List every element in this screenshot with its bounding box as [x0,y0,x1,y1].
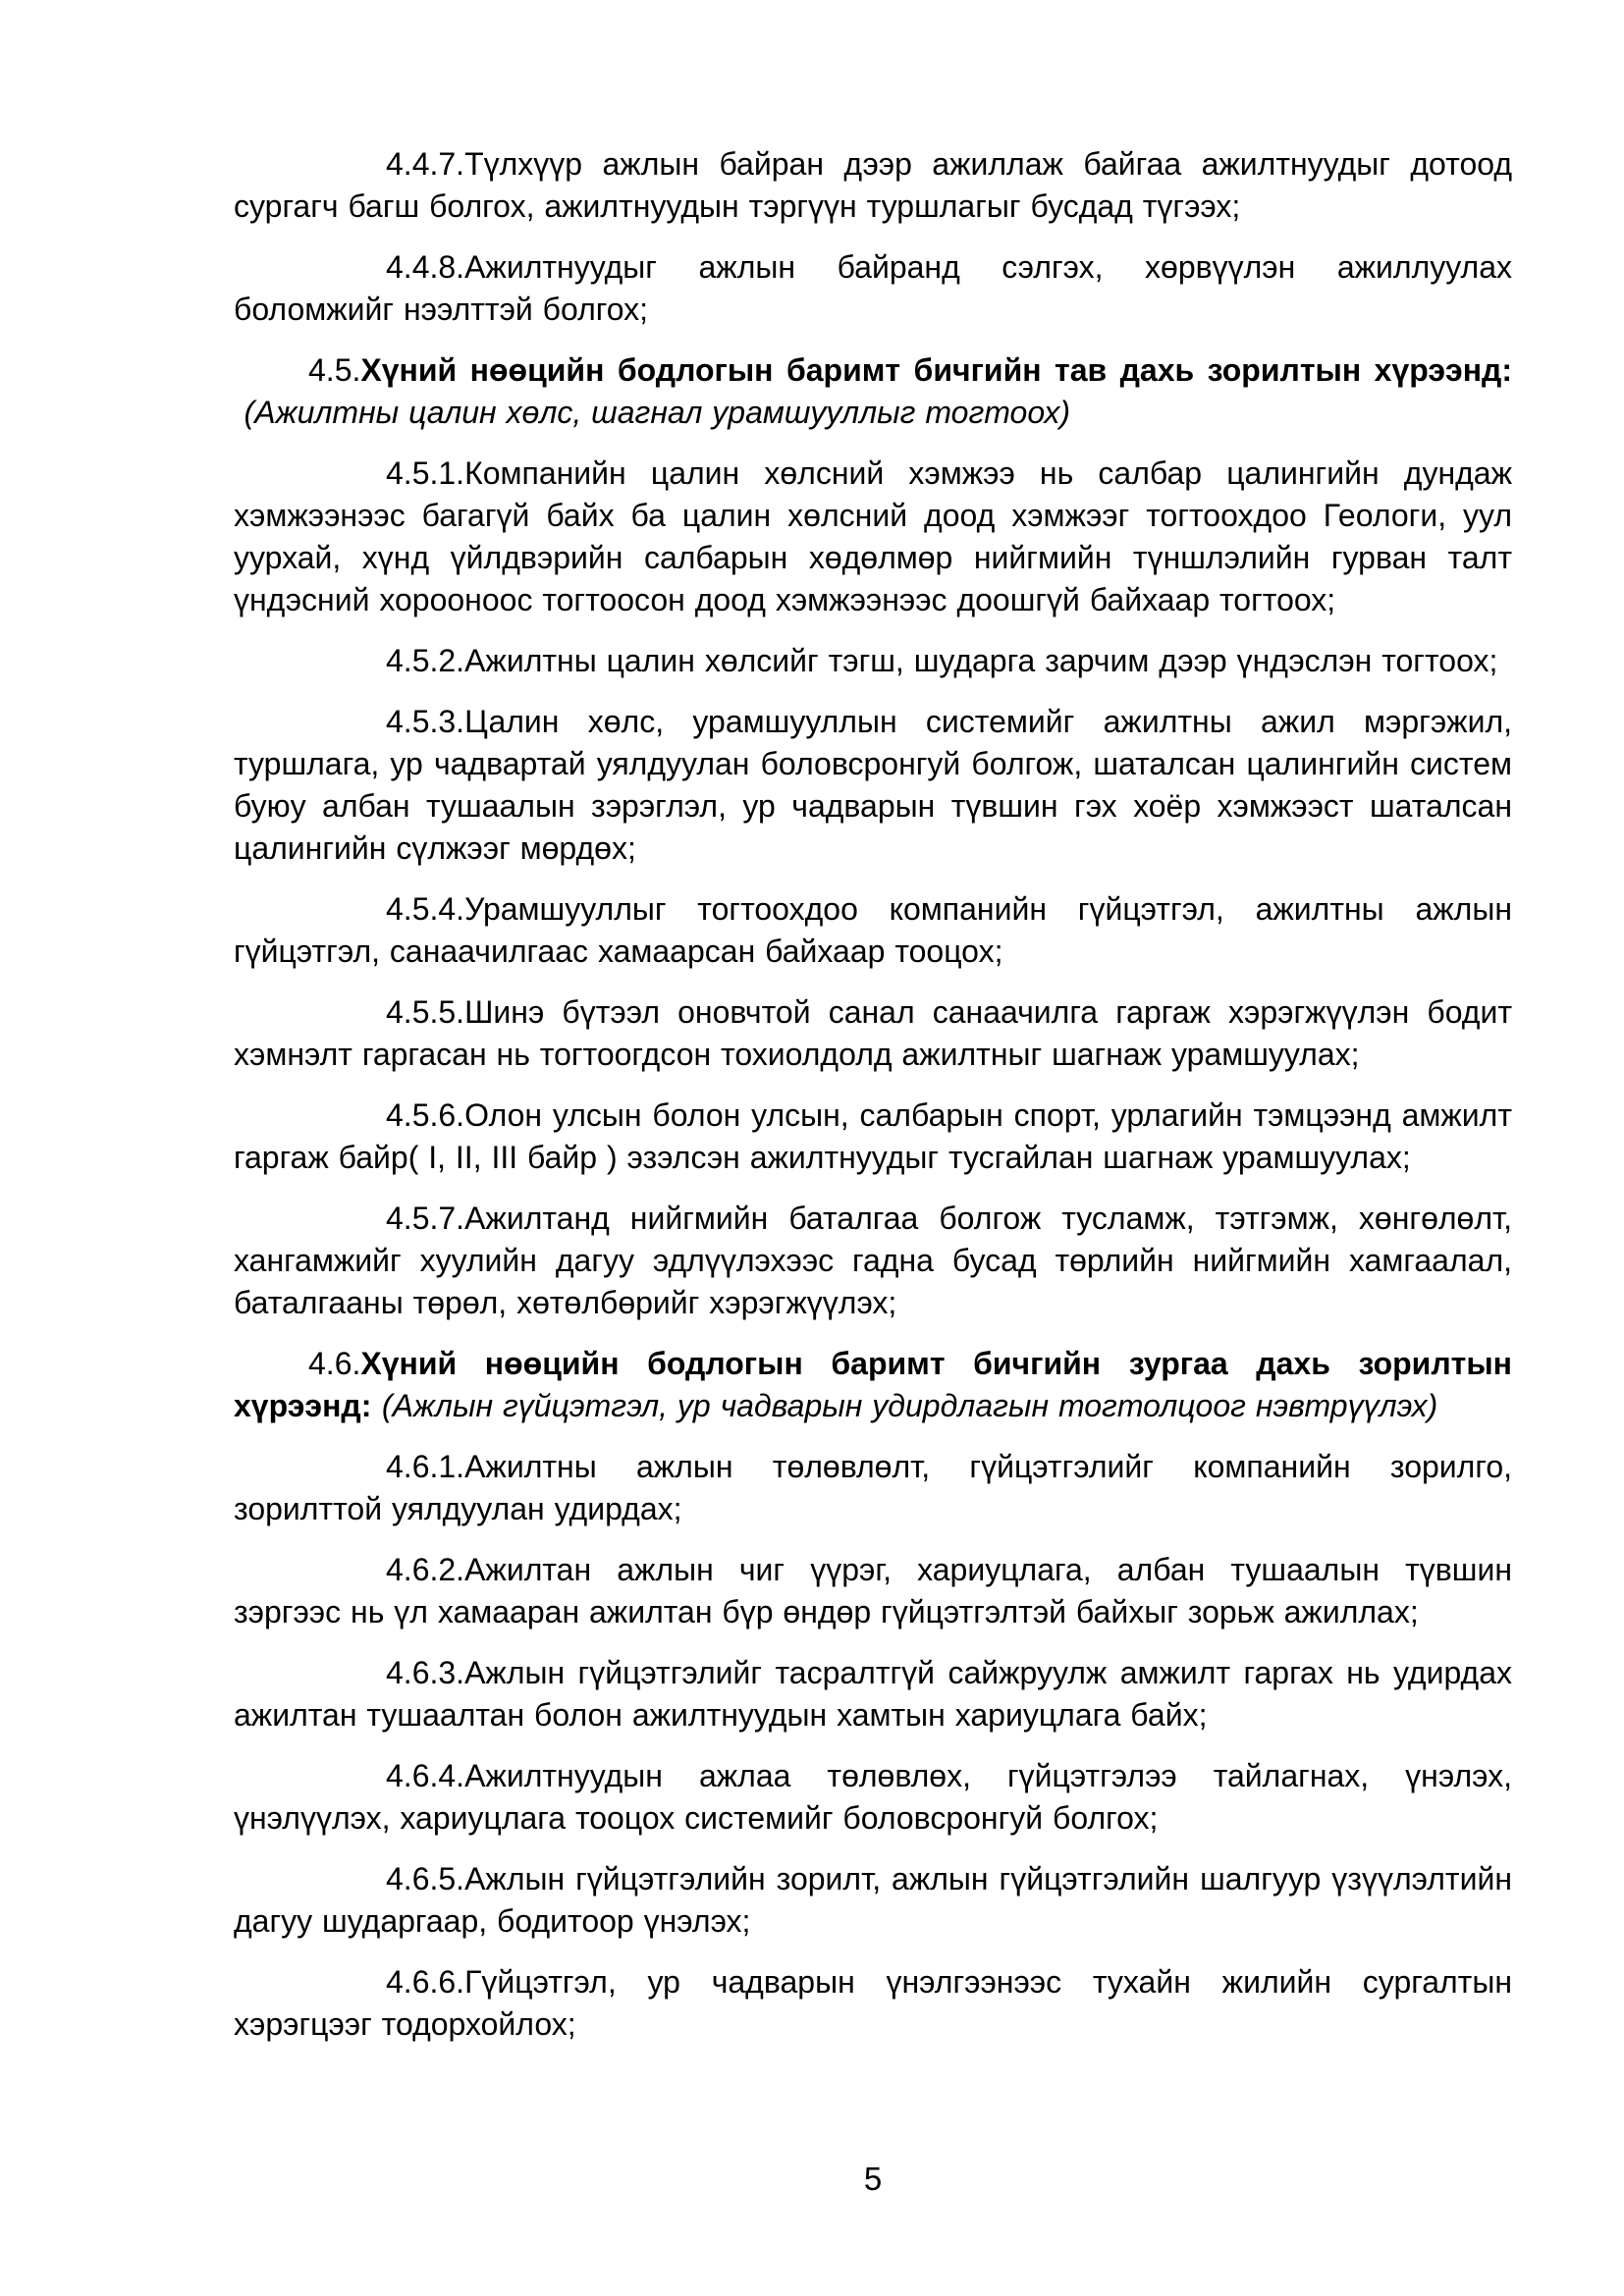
clause-text: Ажилтанд нийгмийн баталгаа болгож тусламж, тэтгэмж, хөнгөлөлт, хангамжийг хуулийн дагуу эдлүүлэхээс гадна бусад төрлийн нийгмийн хамгаалал, баталгааны төрөл, хөтөлбөрийг хэрэгжүүлэх; [234,1201,1512,1320]
clause-number: 4.5.6. [386,1097,465,1133]
clause-4-6-1 [234,1446,1512,1530]
clause-4-6-6 [234,1961,1512,2046]
clause-text: Цалин хөлс, урамшууллын системийг ажилтны ажил мэргэжил, туршлага, ур чадвартай уялдуулан боловсронгуй болгож, шаталсан цалингийн систем буюу албан тушаалын зэрэглэл, ур чадварын түвшин гэх хоёр хэмжээст шаталсан цалингийн сүлжээг мөрдөх; [234,704,1512,866]
clause-number: 4.6.5. [386,1861,465,1896]
clause-4-4-8 [234,246,1512,331]
clause-4-5-4 [234,888,1512,973]
clause-number: 4.5.4. [386,891,465,927]
clause-4-4-7 [234,143,1512,228]
clause-4-6-4 [234,1755,1512,1840]
section-title: Хүний нөөцийн бодлогын баримт бичгийн тав дахь зорилтын хүрээнд: [360,352,1512,388]
clause-4-6-5 [234,1858,1512,1943]
section-heading-4-6 [234,1343,1512,1427]
clause-4-5-5 [234,991,1512,1076]
clause-text: Ажлын гүйцэтгэлийн зорилт, ажлын гүйцэтгэлийн шалгуур үзүүлэлтийн дагуу шударгаар, бодитоор үнэлэх; [234,1861,1512,1939]
clause-4-5-1 [234,453,1512,621]
page-number: 5 [863,2161,883,2197]
clause-text: Гүйцэтгэл, ур чадварын үнэлгээнээс тухайн жилийн сургалтын хэрэгцээг тодорхойлох; [234,1964,1512,2042]
clause-text: Ажилтнуудыг ажлын байранд сэлгэх, хөрвүүлэн ажиллуулах боломжийг нээлттэй болгох; [234,249,1512,327]
clause-4-5-3 [234,701,1512,870]
clause-number: 4.5.7. [386,1201,465,1236]
section-number: 4.5. [308,352,361,388]
clause-4-6-2 [234,1549,1512,1633]
clause-4-6-3 [234,1652,1512,1736]
clause-number: 4.5.2. [386,643,465,678]
section-subtitle: (Ажилтны цалин хөлс, шагнал урамшууллыг тогтоох) [244,395,1071,430]
document-body [234,143,1512,2064]
clause-text: Ажилтны цалин хөлсийг тэгш, шударга зарчим дээр үндэслэн тогтоох; [464,643,1498,678]
clause-4-5-6 [234,1095,1512,1179]
clause-text: Ажилтнуудын ажлаа төлөвлөх, гүйцэтгэлээ тайлагнах, үнэлэх, үнэлүүлэх, хариуцлага тооцох системийг боловсронгуй болгох; [234,1758,1512,1836]
clause-text: Ажилтны ажлын төлөвлөлт, гүйцэтгэлийг компанийн зорилго, зорилттой уялдуулан удирдах; [234,1449,1512,1526]
clause-number: 4.5.3. [386,704,465,739]
clause-number: 4.4.7. [386,146,465,182]
clause-text: Шинэ бүтээл оновчтой санал санаачилга гаргаж хэрэгжүүлэн бодит хэмнэлт гаргасан нь тогтоогдсон тохиолдолд ажилтныг шагнаж урамшуулах; [234,994,1512,1072]
section-heading-4-5 [234,349,1512,434]
clause-4-5-2 [234,640,1512,682]
clause-text: Компанийн цалин хөлсний хэмжээ нь салбар цалингийн дундаж хэмжээнээс багагүй байх ба цалин хөлсний доод хэмжээг тогтоохдоо Геологи, уул уурхай, хүнд үйлдвэрийн салбарын хөдөлмөр нийгмийн түншлэлийн гурван талт үндэсний хорооноос тогтоосон доод хэмжээнээс доошгүй байхаар тогтоох; [234,455,1512,617]
clause-number: 4.5.5. [386,994,465,1030]
clause-number: 4.6.3. [386,1655,465,1690]
clause-text: Түлхүүр ажлын байран дээр ажиллаж байгаа ажилтнуудыг дотоод сургагч багш болгох, ажилтнуудын тэргүүн туршлагыг бусдад түгээх; [234,146,1512,224]
clause-text: Олон улсын болон улсын, салбарын спорт, урлагийн тэмцээнд амжилт гаргаж байр( I, II, III байр ) эзэлсэн ажилтнуудыг тусгайлан шагнаж урамшуулах; [234,1097,1512,1175]
clause-text: Ажлын гүйцэтгэлийг тасралтгүй сайжруулж амжилт гаргах нь удирдах ажилтан тушаалтан болон ажилтнуудын хамтын хариуцлага байх; [234,1655,1512,1733]
section-title: Хүний нөөцийн бодлогын баримт бичгийн зургаа дахь зорилтын хүрээнд: [234,1346,1512,1423]
clause-number: 4.5.1. [386,455,465,491]
clause-number: 4.6.2. [386,1552,465,1587]
clause-text: Урамшууллыг тогтоохдоо компанийн гүйцэтгэл, ажилтны ажлын гүйцэтгэл, санаачилгаас хамаарсан байхаар тооцох; [234,891,1512,969]
section-number: 4.6. [308,1346,361,1381]
clause-number: 4.6.4. [386,1758,465,1793]
clause-text: Ажилтан ажлын чиг үүрэг, хариуцлага, албан тушаалын түвшин зэргээс нь үл хамааран ажилтан бүр өндөр гүйцэтгэлтэй байхыг зорьж ажиллах; [234,1552,1512,1629]
clause-number: 4.4.8. [386,249,465,285]
clause-number: 4.6.6. [386,1964,465,2000]
clause-4-5-7 [234,1198,1512,1324]
clause-number: 4.6.1. [386,1449,465,1484]
section-subtitle: (Ажлын гүйцэтгэл, ур чадварын удирдлагын тогтолцоог нэвтрүүлэх) [381,1388,1438,1423]
